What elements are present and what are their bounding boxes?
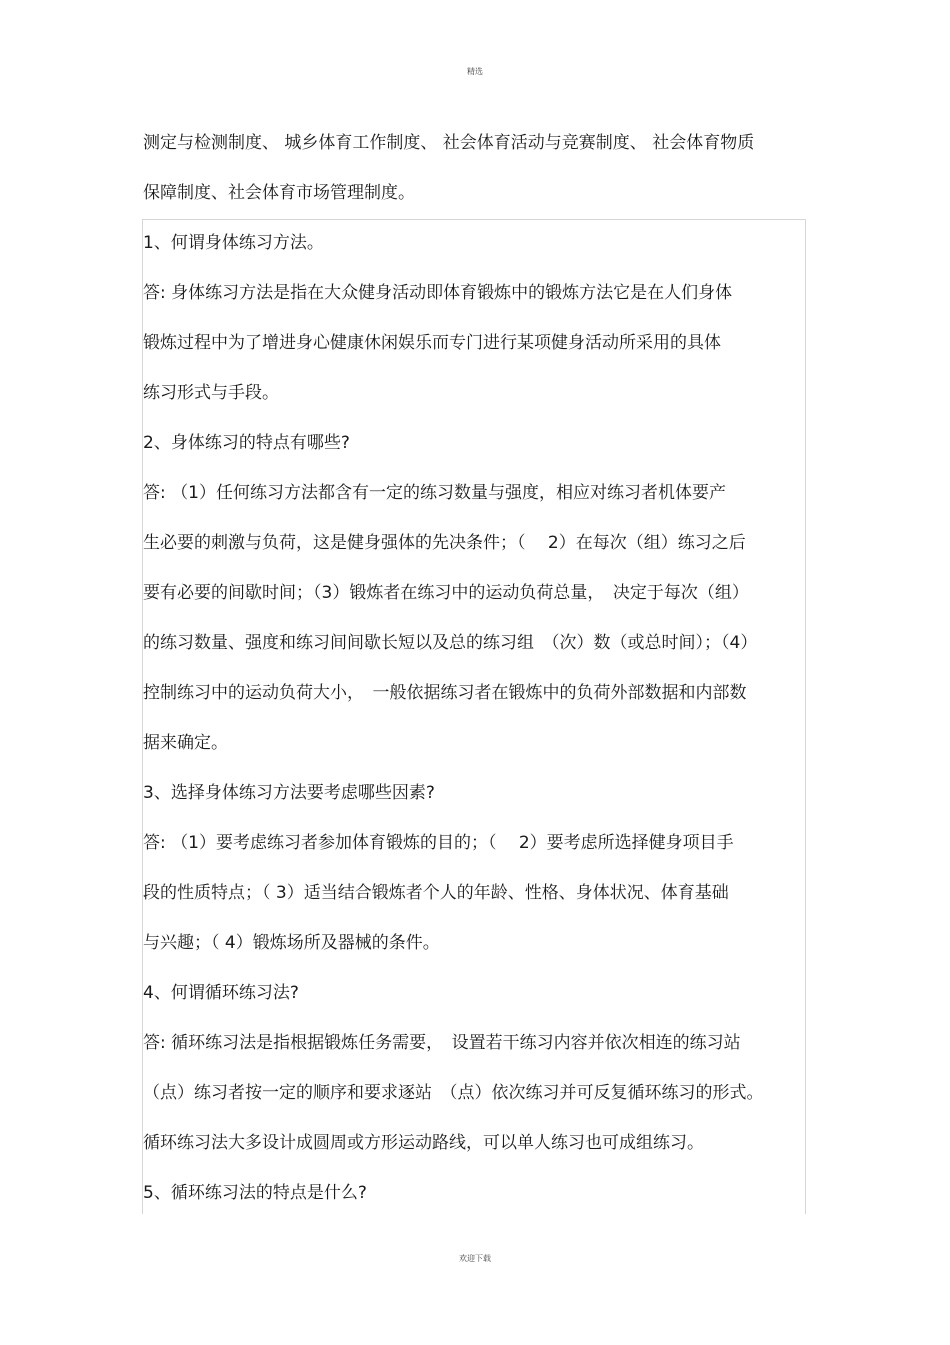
qa-line: 答: 身体练习方法是指在大众健身活动即体育锻炼中的锻炼方法它是在人们身体 [143,283,733,303]
qa-line: 的练习数量、强度和练习间间歇长短以及总的练习组 （次）数（或总时间）；（4） [143,633,758,653]
qa-line: 练习形式与手段。 [143,383,279,403]
intro-line-2: 保障制度、社会体育市场管理制度。 [143,183,415,203]
qa-line: 要有必要的间歇时间；（3）锻炼者在练习中的运动负荷总量， 决定于每次（组） [143,583,749,603]
qa-line: 控制练习中的运动负荷大小， 一般依据练习者在锻炼中的负荷外部数据和内部数 [143,683,747,703]
qa-line: 答: （1）要考虑练习者参加体育锻炼的目的；（ 2）要考虑所选择健身项目手 [143,833,734,853]
intro-line-1: 测定与检测制度、 城乡体育工作制度、 社会体育活动与竞赛制度、 社会体育物质 [143,133,755,153]
qa-line: 据来确定。 [143,733,228,753]
qa-line: 与兴趣；（ 4）锻炼场所及器械的条件。 [143,933,440,953]
qa-line: 锻炼过程中为了增进身心健康休闲娱乐而专门进行某项健身活动所采用的具体 [143,333,721,353]
qa-line: 答: 循环练习法是指根据锻炼任务需要， 设置若干练习内容并依次相连的练习站 [143,1033,741,1053]
qa-line: 答: （1）任何练习方法都含有一定的练习数量与强度，相应对练习者机体要产 [143,483,726,503]
qa-line: 2、身体练习的特点有哪些? [143,433,350,453]
qa-line: 5、循环练习法的特点是什么? [143,1183,367,1203]
qa-line: 段的性质特点；（ 3）适当结合锻炼者个人的年龄、性格、身体状况、体育基础 [143,883,729,903]
page-footer-mark: 欢迎下载 [459,1254,491,1263]
page-header-mark: 精选 [467,67,483,76]
qa-line: 循环练习法大多设计成圆周或方形运动路线，可以单人练习也可成组练习。 [143,1133,704,1153]
qa-frame [142,219,806,1214]
qa-line: 1、何谓身体练习方法。 [143,233,324,253]
qa-line: （点）练习者按一定的顺序和要求逐站 （点）依次练习并可反复循环练习的形式。 [143,1083,764,1103]
qa-line: 生必要的刺激与负荷，这是健身强体的先决条件；（ 2）在每次（组）练习之后 [143,533,746,553]
qa-line: 3、选择身体练习方法要考虑哪些因素? [143,783,435,803]
qa-line: 4、何谓循环练习法? [143,983,299,1003]
